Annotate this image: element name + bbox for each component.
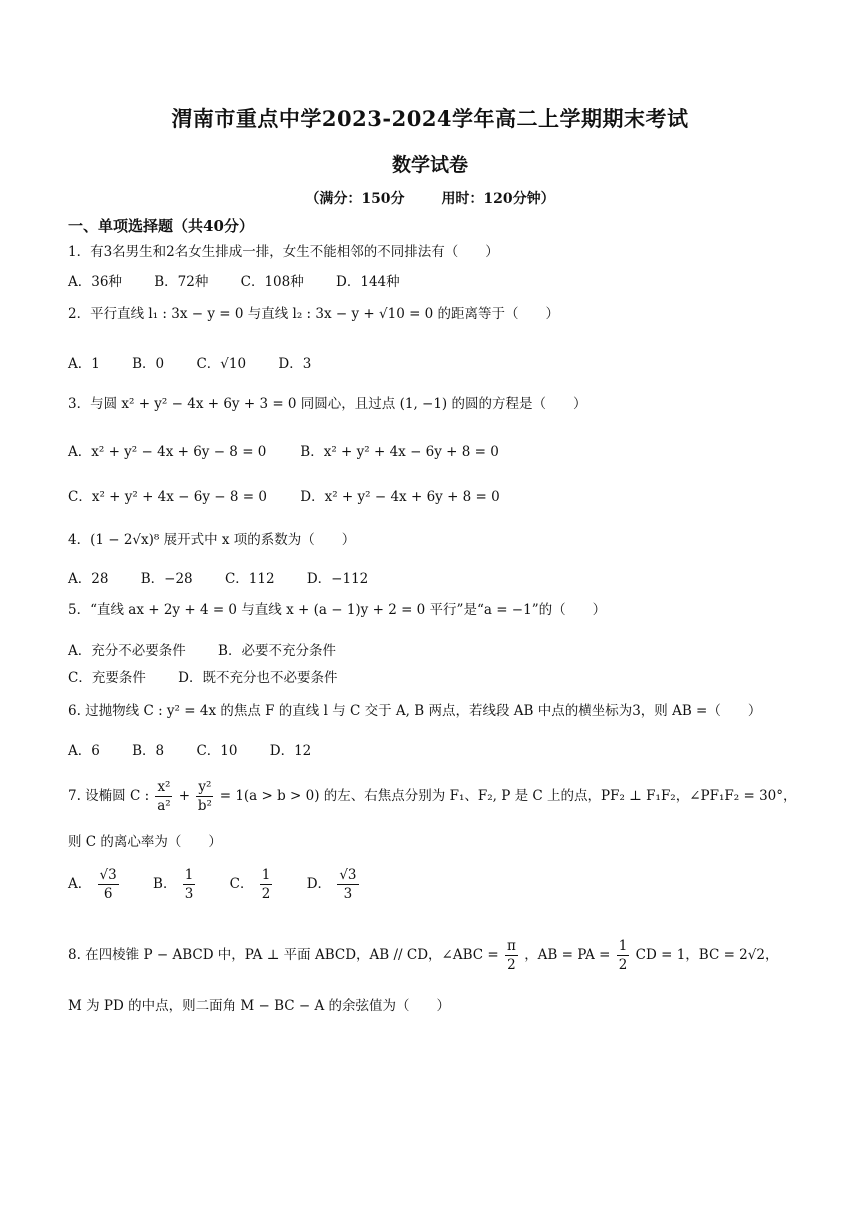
question-8-stem	[68, 935, 778, 975]
full-score: （满分：150分	[305, 191, 405, 207]
question-6-options	[68, 739, 339, 759]
question-5-options-row2	[68, 666, 365, 686]
question-4-options	[68, 567, 396, 587]
option-b: B．72种	[154, 274, 209, 290]
option-a	[68, 866, 121, 903]
frac-numerator: 1	[261, 867, 271, 883]
option-fraction	[98, 866, 119, 903]
q7-text-a: 7. 设椭圆	[68, 788, 126, 804]
option-d: D．144种	[336, 274, 400, 290]
q7-frac-x	[155, 778, 172, 815]
q8-text-c: CD = 1，BC = 2√2，	[635, 947, 779, 963]
option-fraction	[260, 866, 273, 903]
option-label: A．	[68, 876, 92, 892]
option-b: B．0	[132, 356, 165, 372]
frac-denominator: 3	[343, 886, 353, 902]
q7-text-b: C :	[129, 788, 150, 804]
exam-info	[0, 188, 860, 208]
option-c	[230, 866, 275, 903]
q8-text-a: 8. 在四棱锥 P − ABCD 中，PA ⊥ 平面 ABCD，AB // CD，∠ABC =	[68, 947, 499, 963]
option-a: A．28	[68, 571, 109, 587]
question-5-options-row1	[68, 639, 364, 659]
question-7-stem-line2: 则 C 的离心率为（ ）	[68, 834, 222, 850]
frac-numerator: √3	[99, 867, 117, 883]
question-2-options	[68, 352, 339, 372]
option-d	[307, 866, 361, 903]
q7-plus: +	[178, 788, 191, 804]
q8-frac-pi	[505, 937, 518, 974]
option-b: B．x² + y² + 4x − 6y + 8 = 0	[300, 444, 499, 460]
frac-denominator: b²	[197, 798, 212, 814]
option-a: A．x² + y² − 4x + 6y − 8 = 0	[68, 444, 267, 460]
frac-denominator: 6	[103, 886, 113, 902]
option-fraction	[337, 866, 358, 903]
option-label: D．	[306, 876, 332, 892]
q7-text-h: = 1(a > b > 0) 的左、右焦点分别为 F₁、F₂, P 是 C 上的点，PF₂ ⊥ F₁F₂，∠PF₁F₂ = 30°，	[219, 788, 797, 804]
question-7-stem	[68, 776, 797, 816]
question-1-options	[68, 270, 428, 290]
q8-frac-half	[617, 937, 630, 974]
frac-denominator: 3	[184, 886, 194, 902]
frac-numerator: 1	[184, 867, 194, 883]
option-c: C．√10	[196, 356, 247, 372]
option-b: B．8	[132, 743, 165, 759]
exam-subject: 数学试卷	[391, 154, 468, 176]
question-5-stem: 5．“直线 ax + 2y + 4 = 0 与直线 x + (a − 1)y + 2 = 0 平行”是“a = −1”的（ ）	[68, 602, 607, 618]
frac-numerator: π	[507, 938, 516, 954]
frac-denominator: 2	[618, 957, 628, 973]
option-c: C．108种	[240, 274, 304, 290]
frac-denominator: 2	[261, 886, 271, 902]
question-6-stem: 6. 过抛物线 C : y² = 4x 的焦点 F 的直线 l 与 C 交于 A, B 两点，若线段 AB 中点的横坐标为3，则 AB =（ ）	[68, 703, 762, 719]
q8-text-b: ，AB = PA =	[524, 947, 611, 963]
question-8-stem-line2: M 为 PD 的中点，则二面角 M − BC − A 的余弦值为（ ）	[68, 998, 451, 1014]
frac-numerator: x²	[157, 779, 171, 795]
option-b: B．必要不充分条件	[218, 643, 336, 659]
question-1-stem: 1．有3名男生和2名女生排成一排，女生不能相邻的不同排法有（ ）	[68, 244, 499, 260]
option-a: A．6	[68, 743, 100, 759]
question-3-stem: 3．与圆 x² + y² − 4x + 6y + 3 = 0 同圆心，且过点 (1, −1) 的圆的方程是（ ）	[68, 396, 587, 412]
option-d: D．12	[269, 743, 312, 759]
option-a: A．充分不必要条件	[68, 643, 186, 659]
question-4-stem: 4．(1 − 2√x)⁸ 展开式中 x 项的系数为（ ）	[68, 532, 356, 548]
option-b: B．−28	[140, 571, 193, 587]
frac-denominator: a²	[157, 798, 171, 814]
option-c: C．112	[224, 571, 275, 587]
section-title: 一、单项选择题（共40分）	[68, 217, 254, 235]
option-a: A．1	[68, 356, 100, 372]
option-label: B．	[153, 876, 177, 892]
option-d: D．−112	[306, 571, 369, 587]
option-label: C．	[229, 876, 254, 892]
exam-time: 用时：120分钟）	[441, 191, 555, 207]
option-d: D．3	[278, 356, 312, 372]
option-b	[153, 866, 197, 903]
option-c: C．充要条件	[68, 670, 146, 686]
option-d: D．x² + y² − 4x + 6y + 8 = 0	[300, 489, 500, 505]
frac-numerator: y²	[198, 779, 212, 795]
q7-frac-y	[196, 778, 213, 815]
option-fraction	[183, 866, 196, 903]
question-7-options	[68, 866, 389, 903]
frac-numerator: 1	[618, 938, 628, 954]
option-c: C．x² + y² + 4x − 6y − 8 = 0	[68, 489, 267, 505]
question-3-options-row1	[68, 440, 527, 460]
frac-numerator: √3	[339, 867, 357, 883]
option-d: D．既不充分也不必要条件	[178, 670, 338, 686]
frac-denominator: 2	[507, 957, 516, 973]
exam-title: 渭南市重点中学2023-2024学年高二上学期期末考试	[171, 106, 689, 131]
question-3-options-row2	[68, 485, 528, 505]
question-2-stem: 2．平行直线 l₁ : 3x − y = 0 与直线 l₂ : 3x − y + √10 = 0 的距离等于（ ）	[68, 306, 560, 322]
option-a: A．36种	[68, 274, 122, 290]
option-c: C．10	[196, 743, 238, 759]
